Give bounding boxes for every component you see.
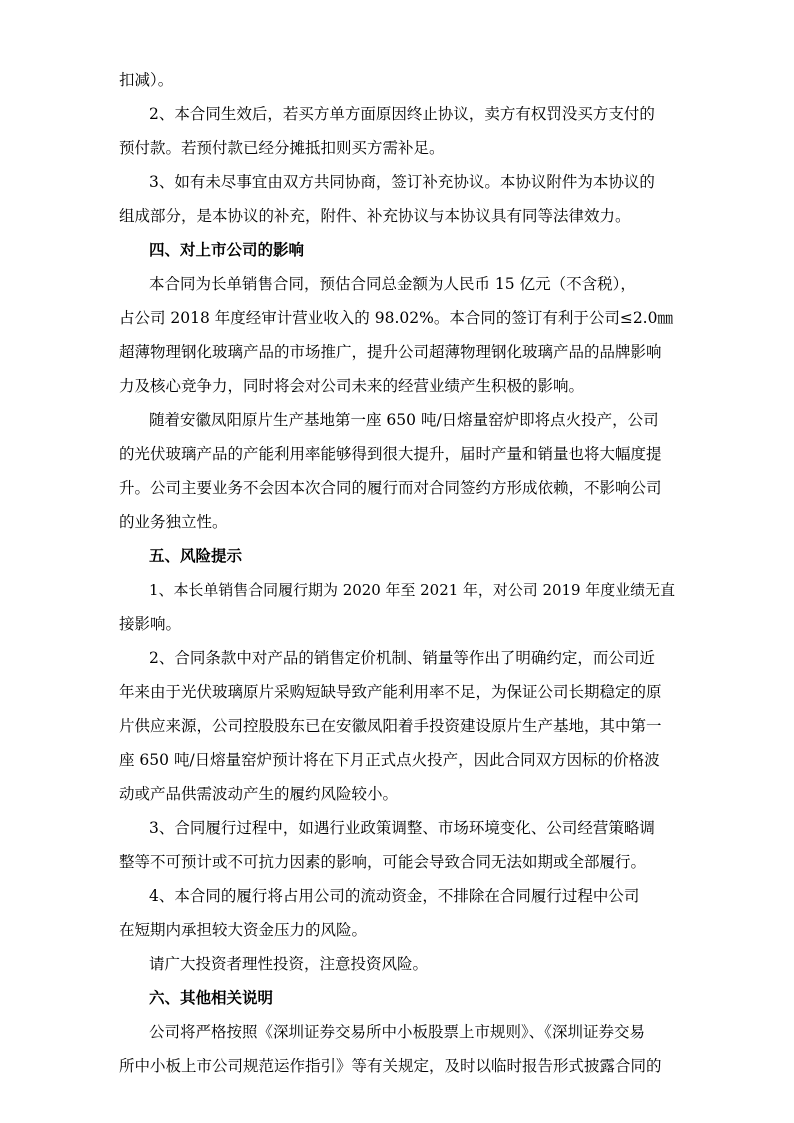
paragraph-line: 超薄物理钢化玻璃产品的市场推广，提升公司超薄物理钢化玻璃产品的品牌影响 (119, 343, 662, 361)
paragraph-line: 动或产品供需波动产生的履约风险较小。 (119, 785, 399, 803)
paragraph-line: 占公司 2018 年度经审计营业收入的 98.02%。本合同的签订有利于公司≤2.0㎜ (119, 309, 673, 327)
paragraph-line: 年来由于光伏玻璃原片采购短缺导致产能利用率不足，为保证公司长期稳定的原 (119, 683, 662, 701)
paragraph-line: 座 650 吨/日熔量窑炉预计将在下月正式点火投产，因此合同双方因标的价格波 (119, 751, 660, 769)
paragraph-line: 扣减）。 (119, 71, 174, 89)
paragraph-line: 随着安徽凤阳原片生产基地第一座 650 吨/日熔量窑炉即将点火投产，公司 (149, 411, 659, 429)
paragraph-line: 组成部分，是本协议的补充，附件、补充协议与本协议具有同等法律效力。 (119, 207, 631, 225)
paragraph-line: 接影响。 (119, 615, 182, 633)
paragraph-line: 的光伏玻璃产品的产能利用率能够得到很大提升，届时产量和销量也将大幅度提 (119, 445, 662, 463)
paragraph-line: 的业务独立性。 (119, 513, 228, 531)
risk-item-3-line: 3、合同履行过程中，如遇行业政策调整、市场环境变化、公司经营策略调 (149, 819, 655, 837)
paragraph-line: 预付款。若预付款已经分摊抵扣则买方需补足。 (119, 139, 445, 157)
paragraph-line: 整等不可预计或不可抗力因素的影响，可能会导致合同无法如期或全部履行。 (119, 853, 647, 871)
paragraph-line: 公司将严格按照《深圳证券交易所中小板股票上市规则》、《深圳证券交易 (149, 1023, 646, 1041)
section-heading-impact: 四、对上市公司的影响 (149, 241, 305, 259)
paragraph-line: 力及核心竞争力，同时将会对公司未来的经营业绩产生积极的影响。 (119, 377, 585, 395)
paragraph-line: 所中小板上市公司规范运作指引》等有关规定，及时以临时报告形式披露合同的 (119, 1057, 662, 1075)
section-heading-other: 六、其他相关说明 (149, 989, 274, 1007)
paragraph-line: 本合同为长单销售合同，预估合同总金额为人民币 15 亿元（不含税）， (149, 275, 636, 293)
risk-item-1-line: 1、本长单销售合同履行期为 2020 年至 2021 年，对公司 2019 年度业绩无直 (149, 581, 676, 599)
clause-3-line: 3、如有未尽事宜由双方共同协商，签订补充协议。本协议附件为本协议的 (149, 173, 655, 191)
section-heading-risk: 五、风险提示 (149, 547, 243, 565)
paragraph-line: 片供应来源，公司控股股东已在安徽凤阳着手投资建设原片生产基地，其中第一 (119, 717, 662, 735)
risk-notice-line: 请广大投资者理性投资，注意投资风险。 (149, 955, 429, 973)
risk-item-4-line: 4、本合同的履行将占用公司的流动资金，不排除在合同履行过程中公司 (149, 887, 640, 905)
paragraph-line: 升。公司主要业务不会因本次合同的履行而对合同签约方形成依赖，不影响公司 (119, 479, 662, 497)
risk-item-2-line: 2、合同条款中对产品的销售定价机制、销量等作出了明确约定，而公司近 (149, 649, 655, 667)
paragraph-line: 在短期内承担较大资金压力的风险。 (119, 921, 368, 939)
clause-2-line: 2、本合同生效后，若买方单方面原因终止协议，卖方有权罚没买方支付的 (149, 105, 655, 123)
